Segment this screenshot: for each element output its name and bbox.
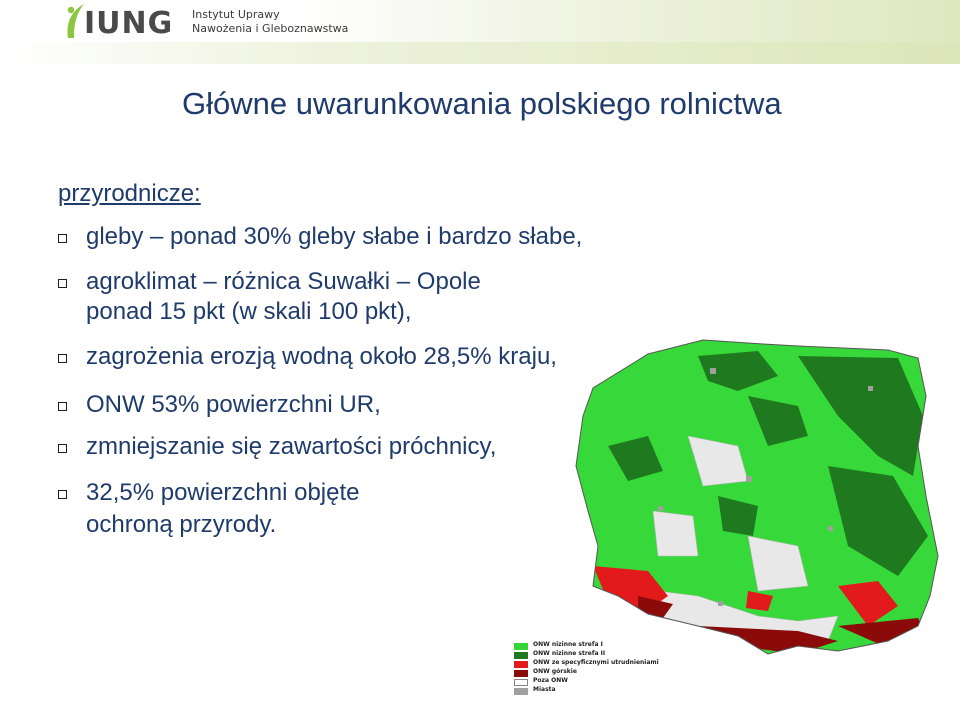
checkbox-bullet-icon [58,490,67,499]
checkbox-bullet-icon [58,234,67,243]
slide-title: Główne uwarunkowania polskiego rolnictwa [182,86,782,121]
legend-swatch [514,661,528,668]
legend-label: Miasta [533,686,556,693]
legend-swatch [514,652,528,659]
header-bar [0,0,960,64]
bullet-text: 32,5% powierzchni objęte [86,479,360,506]
bullet-text: agroklimat – różnica Suwałki – Opole [86,268,481,295]
checkbox-bullet-icon [58,444,67,453]
institute-name [192,8,392,36]
checkbox-bullet-icon [58,402,67,411]
legend-label: ONW nizinne strefa II [533,650,606,657]
checkbox-bullet-icon [58,354,67,363]
checkbox-bullet-icon [58,279,67,288]
header-band [0,42,960,64]
legend-swatch [514,679,528,686]
bullet-text: zagrożenia erozją wodną około 28,5% kraju, [86,343,557,370]
legend-label: ONW górskie [533,668,577,675]
legend-swatch [514,643,528,650]
section-heading: przyrodnicze: [58,180,201,207]
bullet-text: ONW 53% powierzchni UR, [86,391,381,418]
institute-line-1: Instytut Uprawy [192,8,280,21]
logo-text: IUNG [84,6,174,41]
legend-label: ONW nizinne strefa I [533,641,603,648]
legend-swatch [514,670,528,677]
legend-label: ONW ze specyficznymi utrudnieniami [533,659,659,666]
bullet-text: gleby – ponad 30% gleby słabe i bardzo słabe, [86,223,583,250]
bullet-text: zmniejszanie się zawartości próchnicy, [86,433,497,460]
legend-label: Poza ONW [533,677,568,684]
bullet-text: ponad 15 pkt (w skali 100 pkt), [86,298,412,325]
bullet-text: ochroną przyrody. [86,511,277,538]
legend-swatch [514,688,528,695]
institute-line-2: Nawożenia i Gleboznawstwa [192,22,349,35]
